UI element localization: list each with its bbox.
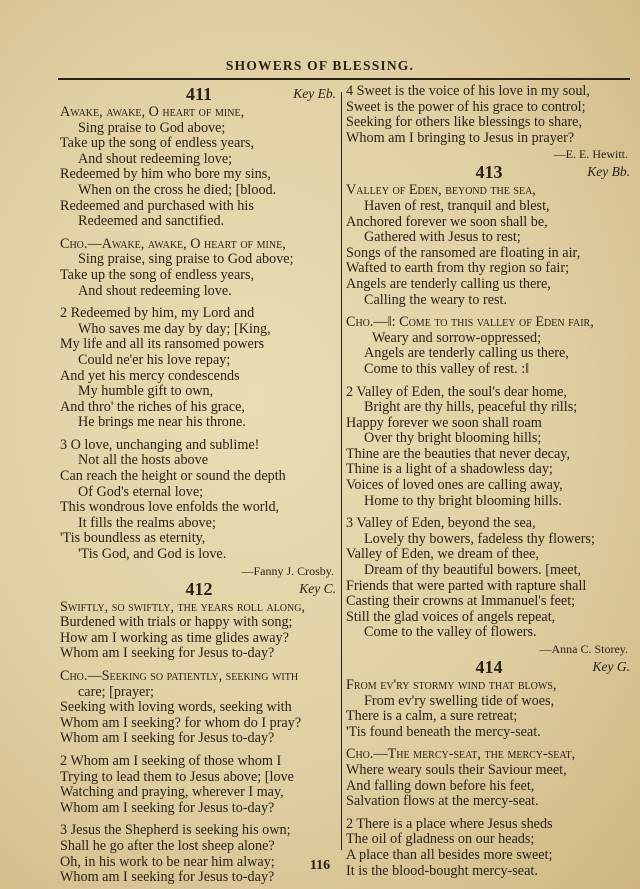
verse-line: Cho.—Awake, awake, O heart of mine, xyxy=(60,235,286,252)
verse-line: Redeemed and purchased with his xyxy=(60,197,254,214)
verse-line: Songs of the ransomed are floating in air, xyxy=(346,244,581,261)
stanza xyxy=(60,754,338,816)
verse-line: Sing praise to God above; xyxy=(78,119,226,136)
hymn-412 xyxy=(60,579,338,886)
verse-line: Salvation flows at the mercy-seat. xyxy=(346,793,539,810)
verse-line: Sing praise, sing praise to God above; xyxy=(78,251,294,268)
verse-line: Oh, in his work to be near him alway; xyxy=(60,853,275,870)
verse-line: Angels are tenderly calling us there, xyxy=(346,275,551,292)
verse-line: Over thy bright blooming hills; xyxy=(364,430,542,447)
hymn-number: 413 xyxy=(475,162,503,183)
hymn-header xyxy=(60,84,338,105)
verse-line: 2 Redeemed by him, my Lord and xyxy=(60,305,255,322)
hymn-credit: —Fanny J. Crosby. xyxy=(241,563,334,578)
verse-line: Not all the hosts above xyxy=(78,452,209,469)
verse-line: Home to thy bright blooming hills. xyxy=(364,492,562,509)
verse-line: Anchored forever we soon shall be, xyxy=(346,213,548,230)
hymn-414 xyxy=(346,657,632,879)
verse-line: Cho.—The mercy-seat, the mercy-seat, xyxy=(346,746,576,763)
header-rule xyxy=(58,78,630,80)
stanza xyxy=(60,306,338,431)
hymn-412-continued xyxy=(346,84,632,162)
verse-line: The oil of gladness on our heads; xyxy=(346,831,535,848)
hymn-verses xyxy=(346,183,632,641)
hymn-number: 412 xyxy=(185,578,213,599)
verse-line: Dream of thy beautiful bowers. [meet, xyxy=(364,562,582,579)
verse-line: Where weary souls their Saviour meet, xyxy=(346,761,567,778)
verse-line: He brings me near his throne. xyxy=(78,414,246,431)
verse-line: Burdened with trials or happy with song; xyxy=(60,614,293,631)
stanza xyxy=(346,84,632,146)
verse-line: Whom am I seeking? for whom do I pray? xyxy=(60,714,302,731)
verse-line: Cho.—Seeking so patiently, seeking with xyxy=(60,668,299,684)
verse-line: Valley of Eden, we dream of thee, xyxy=(346,546,540,563)
stanza xyxy=(346,183,632,308)
verse-line: Lovely thy bowers, fadeless thy flowers; xyxy=(364,530,595,547)
hymn-credit: —Anna C. Storey. xyxy=(539,642,628,656)
verse-line: Weary and sorrow-oppressed; xyxy=(372,329,542,346)
hymn-number: 414 xyxy=(475,657,503,677)
verse-line: Trying to lead them to Jesus above; [love xyxy=(60,768,294,785)
verse-line: Happy forever we soon shall roam xyxy=(346,414,542,431)
stanza xyxy=(346,315,632,377)
page-title: SHOWERS OF BLESSING. xyxy=(225,58,415,73)
verse-line: Who saves me day by day; [King, xyxy=(78,320,271,337)
hymn-credit: —E. E. Hewitt. xyxy=(553,147,628,162)
verse-line: And shout redeeming love; xyxy=(78,150,233,167)
verse-line: Haven of rest, tranquil and blest, xyxy=(364,197,550,214)
verse-line: Whom am I seeking for Jesus to-day? xyxy=(60,799,275,816)
stanza xyxy=(346,385,632,510)
verse-line: Of God's eternal love; xyxy=(78,483,204,500)
stanza xyxy=(60,438,338,563)
verse-line: And falling down before his feet, xyxy=(346,777,535,794)
page-number: 116 xyxy=(309,858,331,873)
verse-line: My life and all its ransomed powers xyxy=(60,336,265,353)
verse-line: Seeking for others like blessings to share, xyxy=(346,114,583,131)
verse-line: Angels are tenderly calling us there, xyxy=(364,345,569,362)
stanza xyxy=(60,600,338,662)
verse-line: From ev'ry swelling tide of woes, xyxy=(364,692,555,709)
verse-line: Voices of loved ones are calling away, xyxy=(346,477,563,494)
stanza xyxy=(346,678,632,740)
verse-line: And shout redeeming love. xyxy=(78,282,232,299)
verse-line: From ev'ry stormy wind that blows, xyxy=(346,677,557,693)
verse-line: And thro' the riches of his grace, xyxy=(60,398,245,415)
verse-line: Whom am I seeking for Jesus to-day? xyxy=(60,730,275,747)
stanza xyxy=(60,237,338,299)
verse-line: Sweet is the power of his grace to control; xyxy=(346,98,586,115)
verse-line: Take up the song of endless years, xyxy=(60,135,255,152)
verse-line: Bright are thy hills, peaceful thy rills; xyxy=(364,399,578,416)
verse-line: Come to this valley of rest. :‖ xyxy=(364,360,530,377)
hymn-key: Key C. xyxy=(299,580,336,596)
verse-line: It fills the realms above; xyxy=(78,514,216,531)
verse-line: This wondrous love enfolds the world, xyxy=(60,499,280,516)
verse-line: Take up the song of endless years, xyxy=(60,266,255,283)
column-divider xyxy=(341,92,342,850)
verse-line: Can reach the height or sound the depth xyxy=(60,468,286,485)
verse-line: Calling the weary to rest. xyxy=(364,291,508,308)
verse-line: 'Tis God, and God is love. xyxy=(78,546,227,563)
verse-line: Seeking with loving words, seeking with xyxy=(60,699,292,716)
verse-line: A place than all besides more sweet; xyxy=(346,846,553,863)
hymn-413 xyxy=(346,162,632,657)
left-column xyxy=(60,84,338,886)
verse-line: My humble gift to own, xyxy=(78,383,214,400)
right-column xyxy=(346,84,632,879)
verse-line: 4 Sweet is the voice of his love in my soul, xyxy=(346,83,590,99)
verse-line: Thine are the beauties that never decay, xyxy=(346,445,570,462)
verse-line: 'Tis found beneath the mercy-seat. xyxy=(346,723,541,740)
verse-line: Awake, awake, O heart of mine, xyxy=(60,104,245,120)
verse-line: Casting their crowns at Immanuel's feet; xyxy=(346,593,576,610)
verse-line: Swiftly, so swiftly, the years roll along, xyxy=(60,598,306,615)
verse-line: Whom am I bringing to Jesus in prayer? xyxy=(346,129,575,146)
verse-line: Friends that were parted with rapture shall xyxy=(346,577,587,594)
hymn-verses xyxy=(60,600,338,886)
hymn-411 xyxy=(60,84,338,579)
verse-line: Whom am I seeking for Jesus to-day? xyxy=(60,869,275,886)
verse-line: 2 Valley of Eden, the soul's dear home, xyxy=(346,383,567,400)
verse-line: Valley of Eden, beyond the sea, xyxy=(346,182,536,199)
hymn-header xyxy=(346,657,632,678)
verse-line: Cho.—‖: Come to this valley of Eden fair, xyxy=(346,314,594,331)
verse-line: Could ne'er his love repay; xyxy=(78,351,231,368)
verse-line: Whom am I seeking for Jesus to-day? xyxy=(60,645,275,662)
verse-line: 2 There is a place where Jesus sheds xyxy=(346,815,553,832)
verse-line: And yet his mercy condescends xyxy=(60,367,240,384)
hymn-verses xyxy=(346,678,632,879)
verse-line: Redeemed and sanctified. xyxy=(78,213,225,230)
verse-line: 3 O love, unchanging and sublime! xyxy=(60,436,260,453)
verse-line: There is a calm, a sure retreat; xyxy=(346,708,518,725)
verse-line: Gathered with Jesus to rest; xyxy=(364,229,521,246)
verse-line: 2 Whom am I seeking of those whom I xyxy=(60,752,282,769)
hymn-key: Key Bb. xyxy=(587,164,630,180)
hymn-verses xyxy=(346,84,632,146)
hymn-verses xyxy=(60,105,338,563)
stanza xyxy=(346,516,632,641)
hymn-key: Key Eb. xyxy=(293,86,336,101)
verse-line: 'Tis boundless as eternity, xyxy=(60,530,206,547)
verse-line: Still the glad voices of angels repeat, xyxy=(346,608,556,625)
stanza xyxy=(346,747,632,809)
stanza xyxy=(60,823,338,885)
verse-line: Watching and praying, wherever I may, xyxy=(60,784,284,801)
verse-line: Wafted to earth from thy region so fair; xyxy=(346,260,570,277)
stanza xyxy=(60,105,338,230)
verse-line: care; [prayer; xyxy=(78,683,155,700)
verse-line: 3 Jesus the Shepherd is seeking his own; xyxy=(60,822,291,839)
stanza xyxy=(60,669,338,747)
hymn-header xyxy=(346,162,632,183)
verse-line: When on the cross he died; [blood. xyxy=(78,181,277,198)
verse-line: Redeemed by him who bore my sins, xyxy=(60,166,271,183)
verse-line: 3 Valley of Eden, beyond the sea, xyxy=(346,515,536,532)
verse-line: How am I working as time glides away? xyxy=(60,629,289,646)
verse-line: Thine is a light of a shadowless day; xyxy=(346,461,553,478)
verse-line: Come to the valley of flowers. xyxy=(364,624,537,641)
verse-line: Shall he go after the lost sheep alone? xyxy=(60,837,275,854)
hymn-number: 411 xyxy=(185,84,212,104)
hymn-header xyxy=(60,579,338,600)
verse-line: It is the blood-bought mercy-seat. xyxy=(346,862,538,879)
hymn-key: Key G. xyxy=(592,659,630,674)
